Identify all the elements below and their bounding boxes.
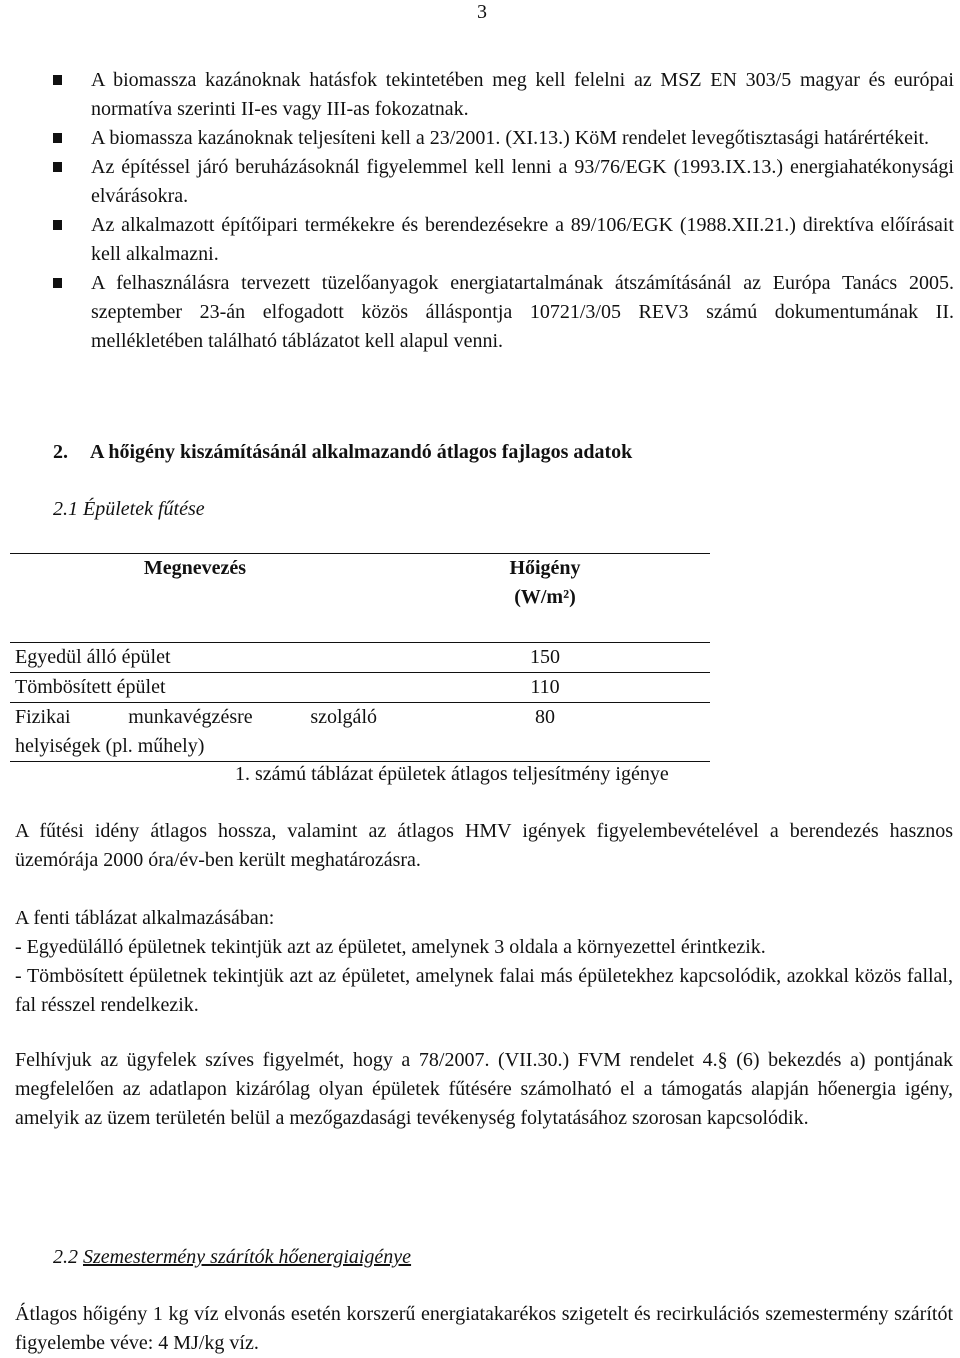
row-name-line1 [15,703,377,732]
square-bullet-icon [53,162,62,172]
column-header-value-line1: Hőigény [509,557,581,579]
list-item-text: Az építéssel járó beruházásoknál figyelemmel kell lenni a 93/76/EGK (1993.IX.13.) energiahatékonysági elvárásokra. [91,156,954,207]
row-name: Tömbösített épület [10,673,380,703]
square-bullet-icon [53,220,62,230]
square-bullet-icon [53,278,62,288]
column-header-value [380,554,710,643]
subsection-number: 2.2 [53,1246,78,1268]
subsection-number: 2.1 [53,498,78,520]
paragraph: Átlagos hőigény 1 kg víz elvonás esetén korszerű energiatakarékos szigetelt és recirkulációs szemestermény szárítót figyelembe véve: 4 MJ/kg víz. [15,1303,953,1354]
list-item [51,153,954,211]
row-name: Egyedül álló épület [10,643,380,673]
column-header-value-line2: (W/m²) [514,586,576,608]
row-name-word: Fizikai [15,706,71,728]
section-number: 2. [53,441,68,463]
list-item-text: Az alkalmazott építőipari termékekre és berendezésekre a 89/106/EGK (1988.XII.21.) direktíva előírásait kell alkalmazni. [91,214,954,265]
section-title: A hőigény kiszámításánál alkalmazandó átlagos fajlagos adatok [90,441,633,463]
row-value: 80 [380,703,710,762]
square-bullet-icon [53,75,62,85]
row-name-word: munkavégzésre [128,706,253,728]
column-header-name-text: Megnevezés [143,557,247,579]
heat-demand-table [10,553,710,762]
table-caption: 1. számú táblázat épületek átlagos teljesítmény igénye [235,763,669,785]
row-name-word: szolgáló [310,706,377,728]
requirements-list [51,66,954,356]
definition-item: - Tömbösített épületnek tekintjük azt az épületet, amelynek falai más épületekhez kapcsolódik, azokkal közös fallal, fal résszel rendelkezik. [15,965,953,1016]
row-name-line2: helyiségek (pl. műhely) [15,735,205,757]
row-value: 150 [380,643,710,673]
definition-item: - Egyedülálló épületnek tekintjük azt az épületet, amelynek 3 oldala a környezettel érintkezik. [15,936,766,958]
list-item [51,269,954,356]
row-value: 110 [380,673,710,703]
square-bullet-icon [53,133,62,143]
table-header-row [10,554,710,643]
list-item [51,66,954,124]
list-item-text: A biomassza kazánoknak teljesíteni kell a 23/2001. (XI.13.) KöM rendelet levegőtisztasági határértékeit. [91,127,930,149]
list-item [51,124,954,153]
page-number: 3 [477,1,487,23]
list-item [51,211,954,269]
list-item-text: A biomassza kazánoknak hatásfok tekintetében meg kell felelni az MSZ EN 303/5 magyar és európai normatíva szerinti II-es vagy III-as fokozatnak. [91,69,954,120]
column-header-name [10,554,380,643]
list-item-text: A felhasználásra tervezett tüzelőanyagok energiatartalmának átszámításánál az Európa Tanács 2005. szeptember 23-án elfogadott közös álláspontja 10721/3/05 REV3 számú dokumentumának II. mellékletében található táblázatot kell alapul venni. [91,272,954,352]
paragraph: Felhívjuk az ügyfelek szíves figyelmét, hogy a 78/2007. (VII.30.) FVM rendelet 4.§ (6) bekezdés a) pontjának megfelelően az adatlapon kizárólag olyan épületek fűtésére számolható el a támogatás alapján hőenergia igény, amelyik az üzem területén belül a mezőgazdasági tevékenység folytatásához szorosan kapcsolódik. [15,1049,953,1129]
row-name [10,703,380,762]
section-heading [53,438,632,467]
table-row [10,673,710,703]
subsection-heading [53,1243,411,1272]
subsection-title: Épületek fűtése [83,498,205,520]
subsection-heading [53,495,205,524]
definitions-block [15,904,953,1020]
table-row [10,643,710,673]
subsection-title: Szemestermény szárítók hőenergiaigénye [83,1246,412,1268]
paragraph: A fűtési idény átlagos hossza, valamint az átlagos HMV igények figyelembevételével a berendezés hasznos üzemórája 2000 óra/év-ben került meghatározásra. [15,820,953,871]
table-row [10,703,710,762]
definitions-intro: A fenti táblázat alkalmazásában: [15,907,275,929]
